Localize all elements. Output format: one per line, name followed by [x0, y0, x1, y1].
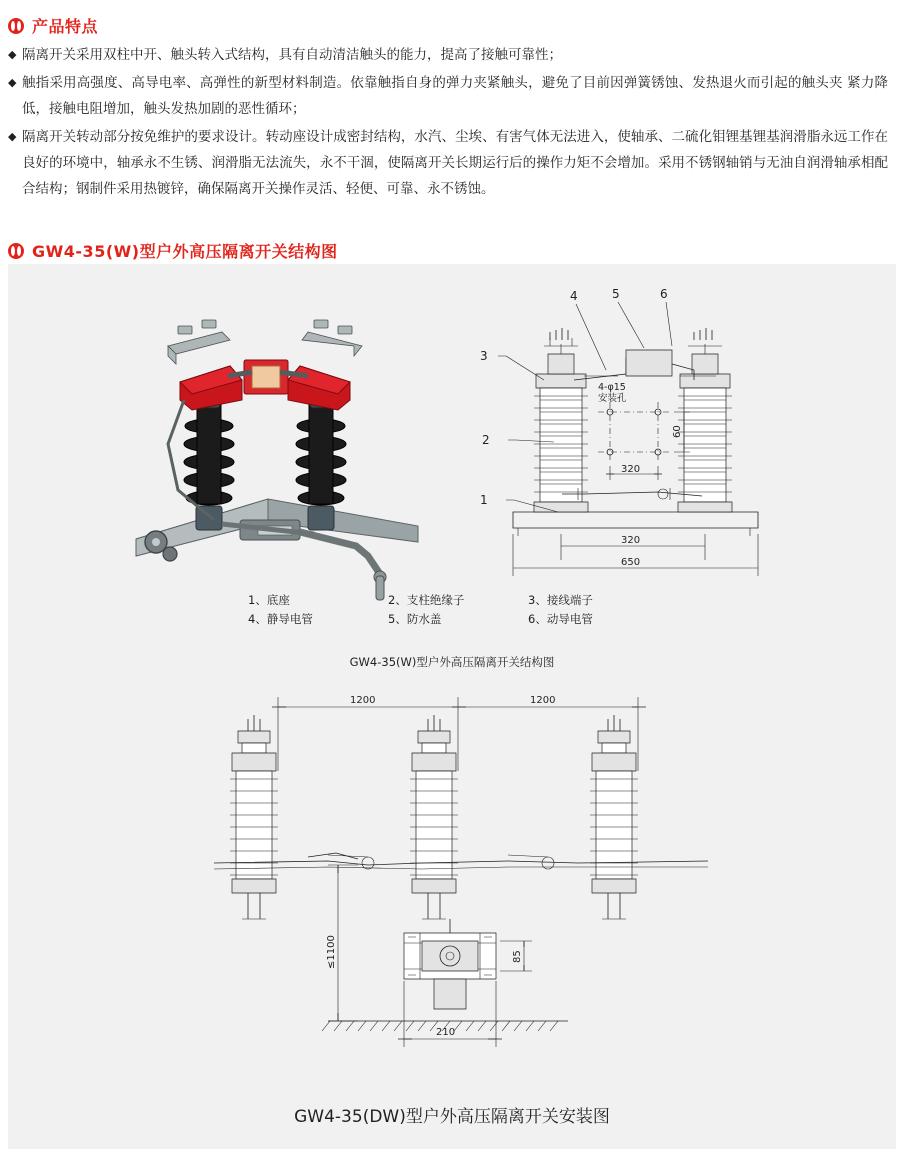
legend-row — [248, 610, 668, 629]
installation-drawing — [208, 679, 728, 1099]
callout-5: 5 — [612, 287, 620, 301]
list-item-text: 触指采用高强度、高导电率、高弹性的新型材料制造。依靠触指自身的弹力夹紧触头，避免了目前因弹簧锈蚀、发热退火而引起的触头夹 紧力降低，接触电阻增加，触头发热加剧的恶性循环； — [22, 75, 888, 117]
dimension-max-1100: ≤1100 — [326, 935, 337, 969]
product-photo — [118, 284, 448, 604]
hole-note-line1: 4-φ15 — [598, 382, 626, 393]
red-circle-icon — [8, 18, 24, 34]
callout-1: 1 — [480, 493, 488, 507]
legend-item-5: 5、防水盖 — [388, 612, 442, 626]
list-item-text: 隔离开关采用双柱中开、触头转入式结构，具有自动清洁触头的能力，提高了接触可靠性； — [22, 47, 562, 63]
section-heading-structure-label: GW4-35(W)型户外高压隔离开关结构图 — [32, 242, 338, 261]
legend-item-4: 4、静导电管 — [248, 612, 313, 626]
feature-list — [8, 42, 888, 204]
legend-item-6: 6、动导电管 — [528, 612, 593, 626]
legend-item-2: 2、支柱绝缘子 — [388, 593, 465, 607]
list-item — [8, 42, 888, 68]
structure-drawing — [458, 284, 778, 594]
list-item — [8, 70, 888, 122]
figure-bottom-caption: GW4-35(DW)型户外高压隔离开关安装图 — [294, 1107, 610, 1127]
section-heading-features — [8, 14, 98, 37]
hole-note-line2: 安装孔 — [598, 393, 627, 404]
section-heading-features-label: 产品特点 — [32, 17, 99, 36]
dimension-1200-right: 1200 — [530, 695, 556, 706]
figure-top-caption: GW4-35(W)型户外高压隔离开关结构图 — [349, 655, 555, 669]
diamond-bullet-icon: ◆ — [8, 48, 17, 61]
legend-item-3: 3、接线端子 — [528, 593, 593, 607]
dimension-320-upper: 320 — [621, 464, 641, 475]
list-item — [8, 124, 888, 202]
legend-item-1: 1、底座 — [248, 593, 290, 607]
diamond-bullet-icon: ◆ — [8, 76, 17, 89]
figure-legend — [248, 591, 668, 629]
dimension-1200-left: 1200 — [350, 695, 376, 706]
dimension-60: 60 — [672, 425, 683, 438]
dimension-85: 85 — [512, 950, 523, 963]
legend-row — [248, 591, 668, 610]
callout-6: 6 — [660, 287, 668, 301]
red-circle-icon — [8, 243, 24, 259]
callout-4: 4 — [570, 289, 578, 303]
dimension-650: 650 — [621, 557, 641, 568]
callout-2: 2 — [482, 433, 490, 447]
dimension-320-lower: 320 — [621, 535, 641, 546]
dimension-210: 210 — [436, 1027, 456, 1038]
section-heading-structure — [8, 239, 338, 262]
diamond-bullet-icon: ◆ — [8, 130, 17, 143]
list-item-text: 隔离开关转动部分按免维护的要求设计。转动座设计成密封结构，水汽、尘埃、有害气体无法进入，使轴承、二硫化钼锂基锂基润滑脂永远工作在良好的环境中，轴承永不生锈、润滑脂无法流失，永不干涸，使隔离开关长期运行后的操作力矩不会增加。采用不锈钢轴销与无油自润滑轴承相配合结构；钢制件采用热镀锌，确保隔离开关操作灵活、轻便、可靠、永不锈蚀。 — [22, 129, 888, 197]
figure-panel — [8, 264, 896, 1149]
callout-3: 3 — [480, 349, 488, 363]
